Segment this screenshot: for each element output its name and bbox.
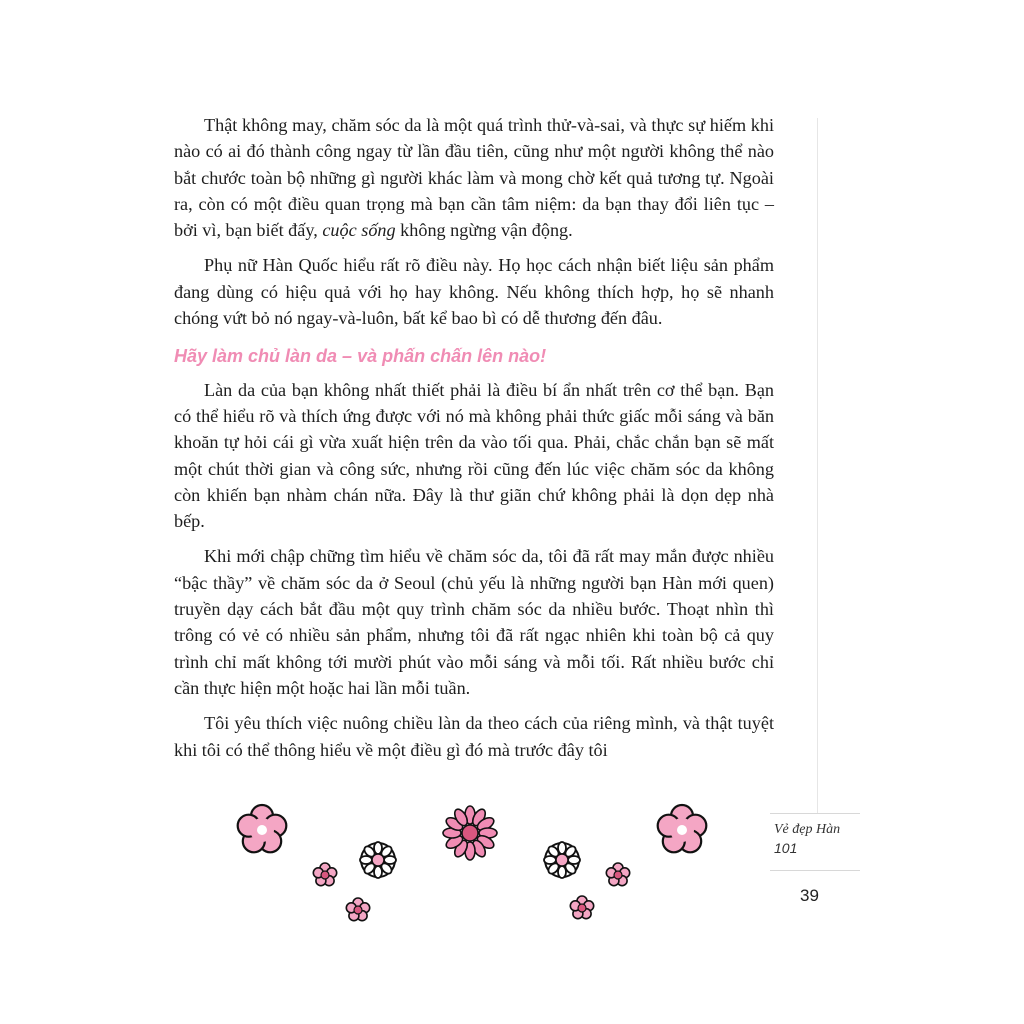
paragraph-1-after: không ngừng vận động. [395,220,573,241]
flower-icon [606,863,629,886]
main-text-column [174,112,774,772]
flower-icon [346,898,369,921]
flower-decoration [230,795,710,940]
book-number: 101 [774,840,798,856]
page-number: 39 [800,886,819,905]
flower-icon [544,842,580,878]
paragraph-1 [174,112,774,243]
paragraph-1-before: Thật không may, chăm sóc da là một quá trình thử-và-sai, và thực sự hiếm khi nào có ai đó thành công ngay từ lần đầu tiên, cũng như một người không thể nào bắt chước toàn bộ những gì người khác làm và mong chờ kết quả tương tự. Ngoài ra, còn có một điều quan trọng mà bạn cần tâm niệm: da bạn thay đổi liên tục – bởi vì, bạn biết đấy, [174,115,774,241]
flower-icon [570,896,593,919]
flower-icon [360,842,396,878]
margin-divider [817,118,818,813]
book-title: Vẻ đẹp Hàn [774,822,841,837]
footer-rule-bottom [770,870,860,871]
flower-icon [658,805,707,852]
paragraph-5: Tôi yêu thích việc nuông chiều làn da theo cách của riêng mình, và thật tuyệt khi tôi có thể thông hiểu về một điều gì đó mà trước đây tôi [174,713,774,760]
paragraph-2: Phụ nữ Hàn Quốc hiểu rất rõ điều này. Họ học cách nhận biết liệu sản phẩm đang dùng có hiệu quả với họ hay không. Nếu không thích hợp, họ sẽ nhanh chóng vứt bỏ nó ngay-và-luôn, bất kể bao bì có dễ thương đến đâu. [174,255,774,329]
flower-icon [443,806,497,860]
paragraph-4: Khi mới chập chững tìm hiểu về chăm sóc da, tôi đã rất may mắn được nhiều “bậc thầy” về chăm sóc da ở Seoul (chủ yếu là những người bạn Hàn mới quen) truyền dạy cách bắt đầu một quy trình chăm sóc da nhiều bước. Thoạt nhìn thì trông có vẻ có nhiều sản phẩm, nhưng tôi đã rất ngạc nhiên khi toàn bộ cả quy trình chỉ mất không tới mười phút vào mỗi sáng và mỗi tối. Rất nhiều bước chỉ cần thực hiện một hoặc hai lần mỗi tuần. [174,546,774,698]
footer-rule-top [770,813,860,814]
section-heading: Hãy làm chủ làn da – và phấn chấn lên nào! [174,346,547,367]
flower-icon [313,863,336,886]
paragraph-1-italic: cuộc sống [322,220,396,241]
paragraph-3: Làn da của bạn không nhất thiết phải là điều bí ẩn nhất trên cơ thể bạn. Bạn có thể hiểu rõ và thích ứng được với nó mà không phải thức giấc mỗi sáng và băn khoăn tự hỏi cái gì vừa xuất hiện trên da vào tối qua. Phải, chắc chắn bạn sẽ mất một chút thời gian và công sức, nhưng rồi cũng đến lúc việc chăm sóc da không còn khiến bạn nhàm chán nữa. Đây là thư giãn chứ không phải là dọn dẹp nhà bếp. [174,379,774,532]
flower-icon [238,805,287,852]
